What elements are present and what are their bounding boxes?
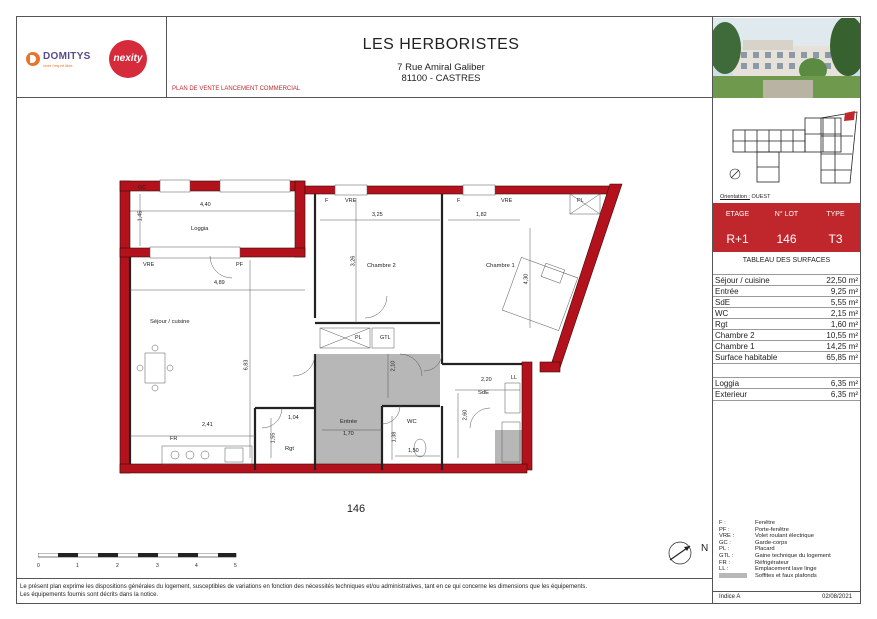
legend-item: FR : Réfrigérateur [719, 559, 789, 566]
code-vre: VRE [501, 198, 513, 204]
domitys-name: DOMITYS [43, 51, 91, 62]
soffite-area [315, 354, 440, 470]
surface-value: 6,35 m² [830, 390, 858, 399]
key-plan [725, 108, 860, 193]
dim-label: 4,40 [200, 202, 211, 208]
legend [719, 520, 831, 579]
code-pf: PF [236, 262, 244, 268]
dim-label: 6,83 [243, 359, 250, 371]
dim-label: 1,04 [288, 415, 299, 421]
scale-tick: 0 [37, 563, 40, 569]
lot-value-etage: R+1 [726, 232, 749, 246]
divider [712, 591, 861, 592]
room-rgt: Rgt [285, 446, 295, 452]
compass-north-label: N [701, 543, 709, 554]
code-pl: PL [355, 335, 362, 341]
scale-tick: 1 [76, 563, 79, 569]
dim-label: 1,70 [343, 431, 354, 437]
dim-label: 3,25 [372, 212, 383, 218]
surface-value: 10,55 m² [826, 331, 858, 340]
nexity-logo: nexity [109, 40, 147, 78]
room-chambre1: Chambre 1 [486, 263, 515, 269]
surface-value: 1,60 m² [830, 320, 858, 329]
lot-values-row [713, 226, 860, 252]
surface-value: 6,35 m² [830, 379, 858, 388]
dim-label: 3,26 [350, 255, 357, 267]
surfaces-title: TABLEAU DES SURFACES [742, 257, 831, 264]
surface-value: 65,85 m² [826, 353, 858, 362]
room-entree: Entrée [340, 419, 358, 425]
room-wc: WC [407, 419, 417, 425]
scale-tick: 4 [195, 563, 198, 569]
surface-label: SdE [715, 298, 731, 307]
lot-header-row [713, 203, 860, 226]
legend-item: GTL : Gaine technique du logement [719, 552, 831, 559]
floor-plan [110, 178, 630, 478]
scale-tick: 5 [234, 563, 237, 569]
surface-label: Exterieur [715, 390, 748, 399]
project-title: LES HERBORISTES [362, 36, 520, 53]
scale-tick: 3 [156, 563, 159, 569]
domitys-logo [26, 50, 100, 70]
building-photo [713, 18, 860, 98]
orientation-label: Orientation : [720, 194, 750, 200]
dim-label: 1,50 [408, 448, 419, 454]
dim-label: 1,55 [270, 432, 277, 444]
orientation [720, 194, 770, 200]
dim-label: 1,45 [137, 210, 144, 222]
surface-label: Chambre 2 [715, 331, 755, 340]
surface-value: 5,55 m² [830, 298, 858, 307]
code-f: F [457, 198, 461, 204]
lot-header-type: TYPE [826, 211, 845, 218]
revision-index: Indice A [719, 594, 741, 600]
dim-label: 2,41 [202, 422, 213, 428]
scale-tick: 2 [116, 563, 119, 569]
dim-label: 2,60 [462, 409, 469, 421]
divider [166, 16, 167, 98]
room-loggia: Loggia [191, 226, 209, 232]
domitys-tagline: vivre l'esprit libre [43, 63, 73, 68]
divider [16, 578, 712, 579]
soffite-swatch [719, 573, 747, 578]
surface-value: 22,50 m² [826, 276, 858, 285]
legend-item: PF : Porte-fenêtre [719, 526, 789, 533]
dim-label: 4,30 [523, 273, 530, 285]
dim-label: 1,82 [476, 212, 487, 218]
surface-label: Entrée [715, 287, 739, 296]
dim-label: 4,89 [214, 280, 225, 286]
code-gc: GC [138, 185, 147, 191]
surface-label: Rgt [715, 320, 728, 329]
disclaimer-line-2: Les équipements fournis sont décrits dans la notice. [20, 591, 159, 598]
code-f: F [325, 198, 329, 204]
code-gtl: GTL [380, 335, 391, 341]
lot-value-type: T3 [828, 232, 843, 246]
disclaimer [20, 584, 587, 599]
code-ll: LL [511, 375, 518, 381]
code-pl: PL [577, 198, 584, 204]
legend-item: GC : Garde-corps [719, 539, 788, 546]
disclaimer-line-1: Le présent plan exprime les dispositions générales du logement, susceptibles de variations en fonction des nécessités techniques et/ou administratives, tant en ce qui concerne les dimensions que les équipements. [20, 584, 587, 590]
address-line-1: 7 Rue Amiral Galiber [397, 62, 485, 73]
entry-lot-number: 146 [346, 503, 366, 515]
surface-value: 2,15 m² [830, 309, 858, 318]
orientation-value: OUEST [751, 194, 771, 200]
room-chambre2: Chambre 2 [367, 263, 396, 269]
dim-label: 1,38 [391, 431, 398, 443]
plan-type-label: PLAN DE VENTE LANCEMENT COMMERCIAL [172, 86, 301, 92]
code-vre: VRE [143, 262, 155, 268]
room-sejour: Séjour / cuisine [150, 319, 190, 325]
lot-header-num: N° LOT [774, 211, 799, 218]
legend-item: LL : Emplacement lave linge [719, 566, 817, 573]
surface-value: 14,25 m² [826, 342, 858, 351]
compass-icon [664, 536, 704, 570]
scale-bar [38, 553, 238, 561]
legend-item: VRE : Volet roulant électrique [719, 533, 814, 540]
lot-value-num: 146 [776, 232, 797, 246]
surface-row [713, 388, 860, 401]
surface-label: Loggia [715, 379, 740, 388]
legend-item: F : Fenêtre [719, 520, 775, 526]
lot-header-etage: ETAGE [725, 211, 750, 218]
code-fr: FR [170, 436, 178, 442]
surface-label: Chambre 1 [715, 342, 755, 351]
address-line-2: 81100 - CASTRES [401, 73, 481, 84]
plan-date: 02/08/2021 [822, 594, 853, 600]
code-vre: VRE [345, 198, 357, 204]
surface-total-row [713, 351, 860, 364]
surface-label: Surface habitable [715, 353, 778, 362]
surface-value: 9,25 m² [830, 287, 858, 296]
domitys-mark-icon [26, 52, 40, 66]
room-sde: SdE [478, 390, 489, 396]
dim-label: 2,10 [390, 360, 397, 372]
address [291, 62, 591, 84]
legend-item: Soffites et faux plafonds [719, 573, 831, 580]
surface-label: Séjour / cuisine [715, 276, 770, 285]
surface-label: WC [715, 309, 729, 318]
dim-label: 2,20 [481, 377, 492, 383]
legend-item: PL : Placard [719, 546, 775, 553]
